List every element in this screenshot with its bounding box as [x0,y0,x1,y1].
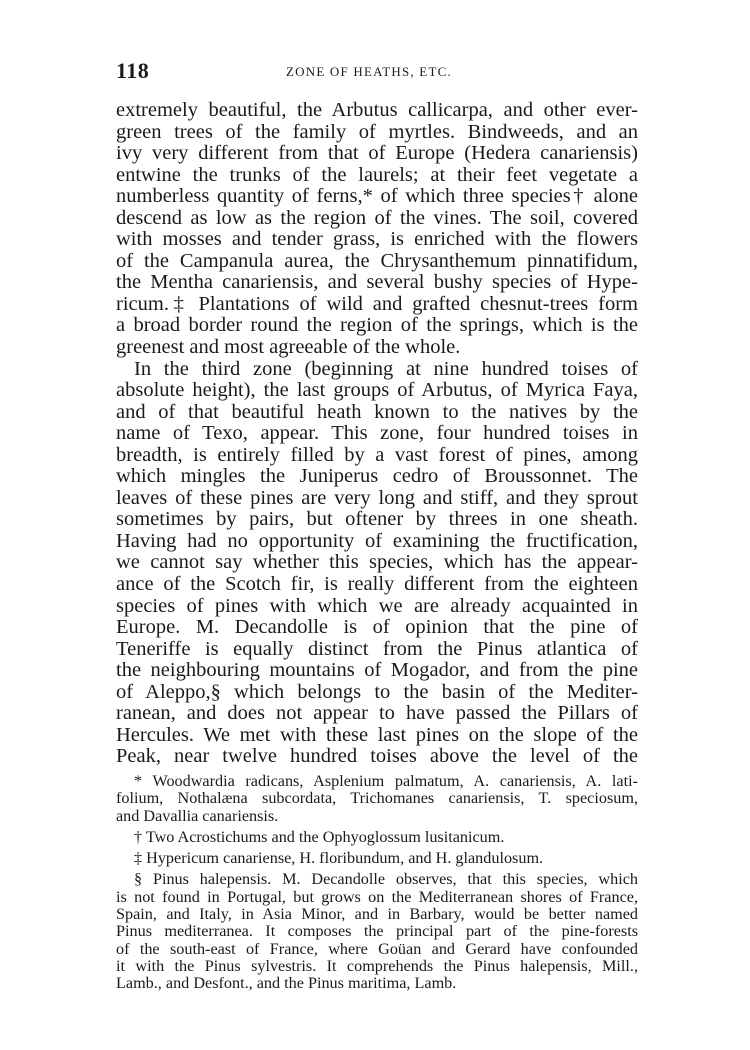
text-line: species of pines with which we are already acquainted in [116,594,638,617]
text-line: absolute height), the last groups of Arbutus, of Myrica Faya, [116,379,638,402]
page-number: 118 [116,58,150,83]
text-line: breadth, is entirely filled by a vast forest of pines, among [116,443,638,466]
text-line: the neighbouring mountains of Mogador, and from the pine [116,659,638,682]
footnote-line: Pinus mediterranea. It composes the principal part of the pine-forests [116,922,638,941]
footnote-line: Spain, and Italy, in Asia Minor, and in Barbary, would be better named [116,905,638,924]
text-line: with mosses and tender grass, is enriched with the flowers [116,228,638,251]
footnote-double-dagger [116,850,638,867]
running-title: ZONE OF HEATHS, ETC. [286,64,452,79]
footnote-line: † Two Acrostichums and the Ophyoglossum lusitanicum. [134,827,505,846]
footnote-line: it with the Pinus sylvestris. It comprehends the Pinus halepensis, Mill., [116,956,638,975]
footnote-line: * Woodwardia radicans, Asplenium palmatum, A. canariensis, A. lati- [134,772,638,790]
text-line: sometimes by pairs, but oftener by threes in one sheath. [116,508,638,531]
text-line: ranean, and does not appear to have passed the Pillars of [116,702,638,725]
footnote-line: folium, Nothalæna subcordata, Trichomanes canariensis, T. speciosum, [116,789,638,808]
footnote-line: and Davallia canariensis. [116,806,279,825]
text-line: Europe. M. Decandolle is of opinion that the pine of [116,616,638,639]
paragraph-start-line: In the third zone (beginning at nine hundred toises of [134,357,638,380]
text-line: name of Texo, appear. This zone, four hundred toises in [116,422,638,445]
text-line: leaves of these pines are very long and stiff, and they sprout [116,486,638,509]
footnote-line: § Pinus halepensis. M. Decandolle observes, that this species, which [134,870,638,889]
footnote-dagger [116,829,638,846]
text-line: a broad border round the region of the springs, which is the [116,314,638,337]
footnote-line: is not found in Portugal, but grows on the Mediterranean shores of France, [116,887,638,906]
footnote-asterisk [116,773,638,825]
footnote-line: Lamb., and Desfont., and the Pinus maritima, Lamb. [116,974,457,993]
footnote-line: of the south-east of France, where Goüan and Gerard have confounded [116,939,638,958]
text-line: numberless quantity of ferns,* of which three species† alone [116,185,638,208]
text-line: greenest and most agreeable of the whole. [116,336,461,359]
text-line: Having had no opportunity of examining the fructification, [116,529,638,552]
text-line: the Mentha canariensis, and several bushy species of Hype- [116,271,638,294]
footnote-line: ‡ Hypericum canariense, H. floribundum, and H. glandulosum. [134,849,544,868]
text-line: and of that beautiful heath known to the natives by the [116,400,638,423]
text-line: Peak, near twelve hundred toises above the level of the [116,745,638,768]
text-line: ance of the Scotch fir, is really different from the eighteen [116,573,638,596]
text-line: of the Campanula aurea, the Chrysanthemum pinnatifidum, [116,249,638,272]
text-line: extremely beautiful, the Arbutus callicarpa, and other ever- [116,99,638,121]
text-line: green trees of the family of myrtles. Bindweeds, and an [116,120,638,143]
body-text [116,100,638,768]
text-line: ricum.‡ Plantations of wild and grafted chesnut-trees form [116,292,638,315]
text-line: Teneriffe is equally distinct from the Pinus atlantica of [116,637,638,660]
text-line: descend as low as the region of the vines. The soil, covered [116,206,638,229]
running-head [116,58,652,88]
text-line: which mingles the Juniperus cedro of Broussonnet. The [116,465,638,488]
text-line: of Aleppo,§ which belongs to the basin of the Mediter- [116,680,638,703]
text-line: Hercules. We met with these last pines on the slope of the [116,723,638,746]
text-line: entwine the trunks of the laurels; at their feet vegetate a [116,163,638,186]
text-line: ivy very different from that of Europe (Hedera canariensis) [116,142,638,165]
footnotes [116,773,638,997]
footnote-section [116,871,638,992]
text-line: we cannot say whether this species, which has the appear- [116,551,638,574]
